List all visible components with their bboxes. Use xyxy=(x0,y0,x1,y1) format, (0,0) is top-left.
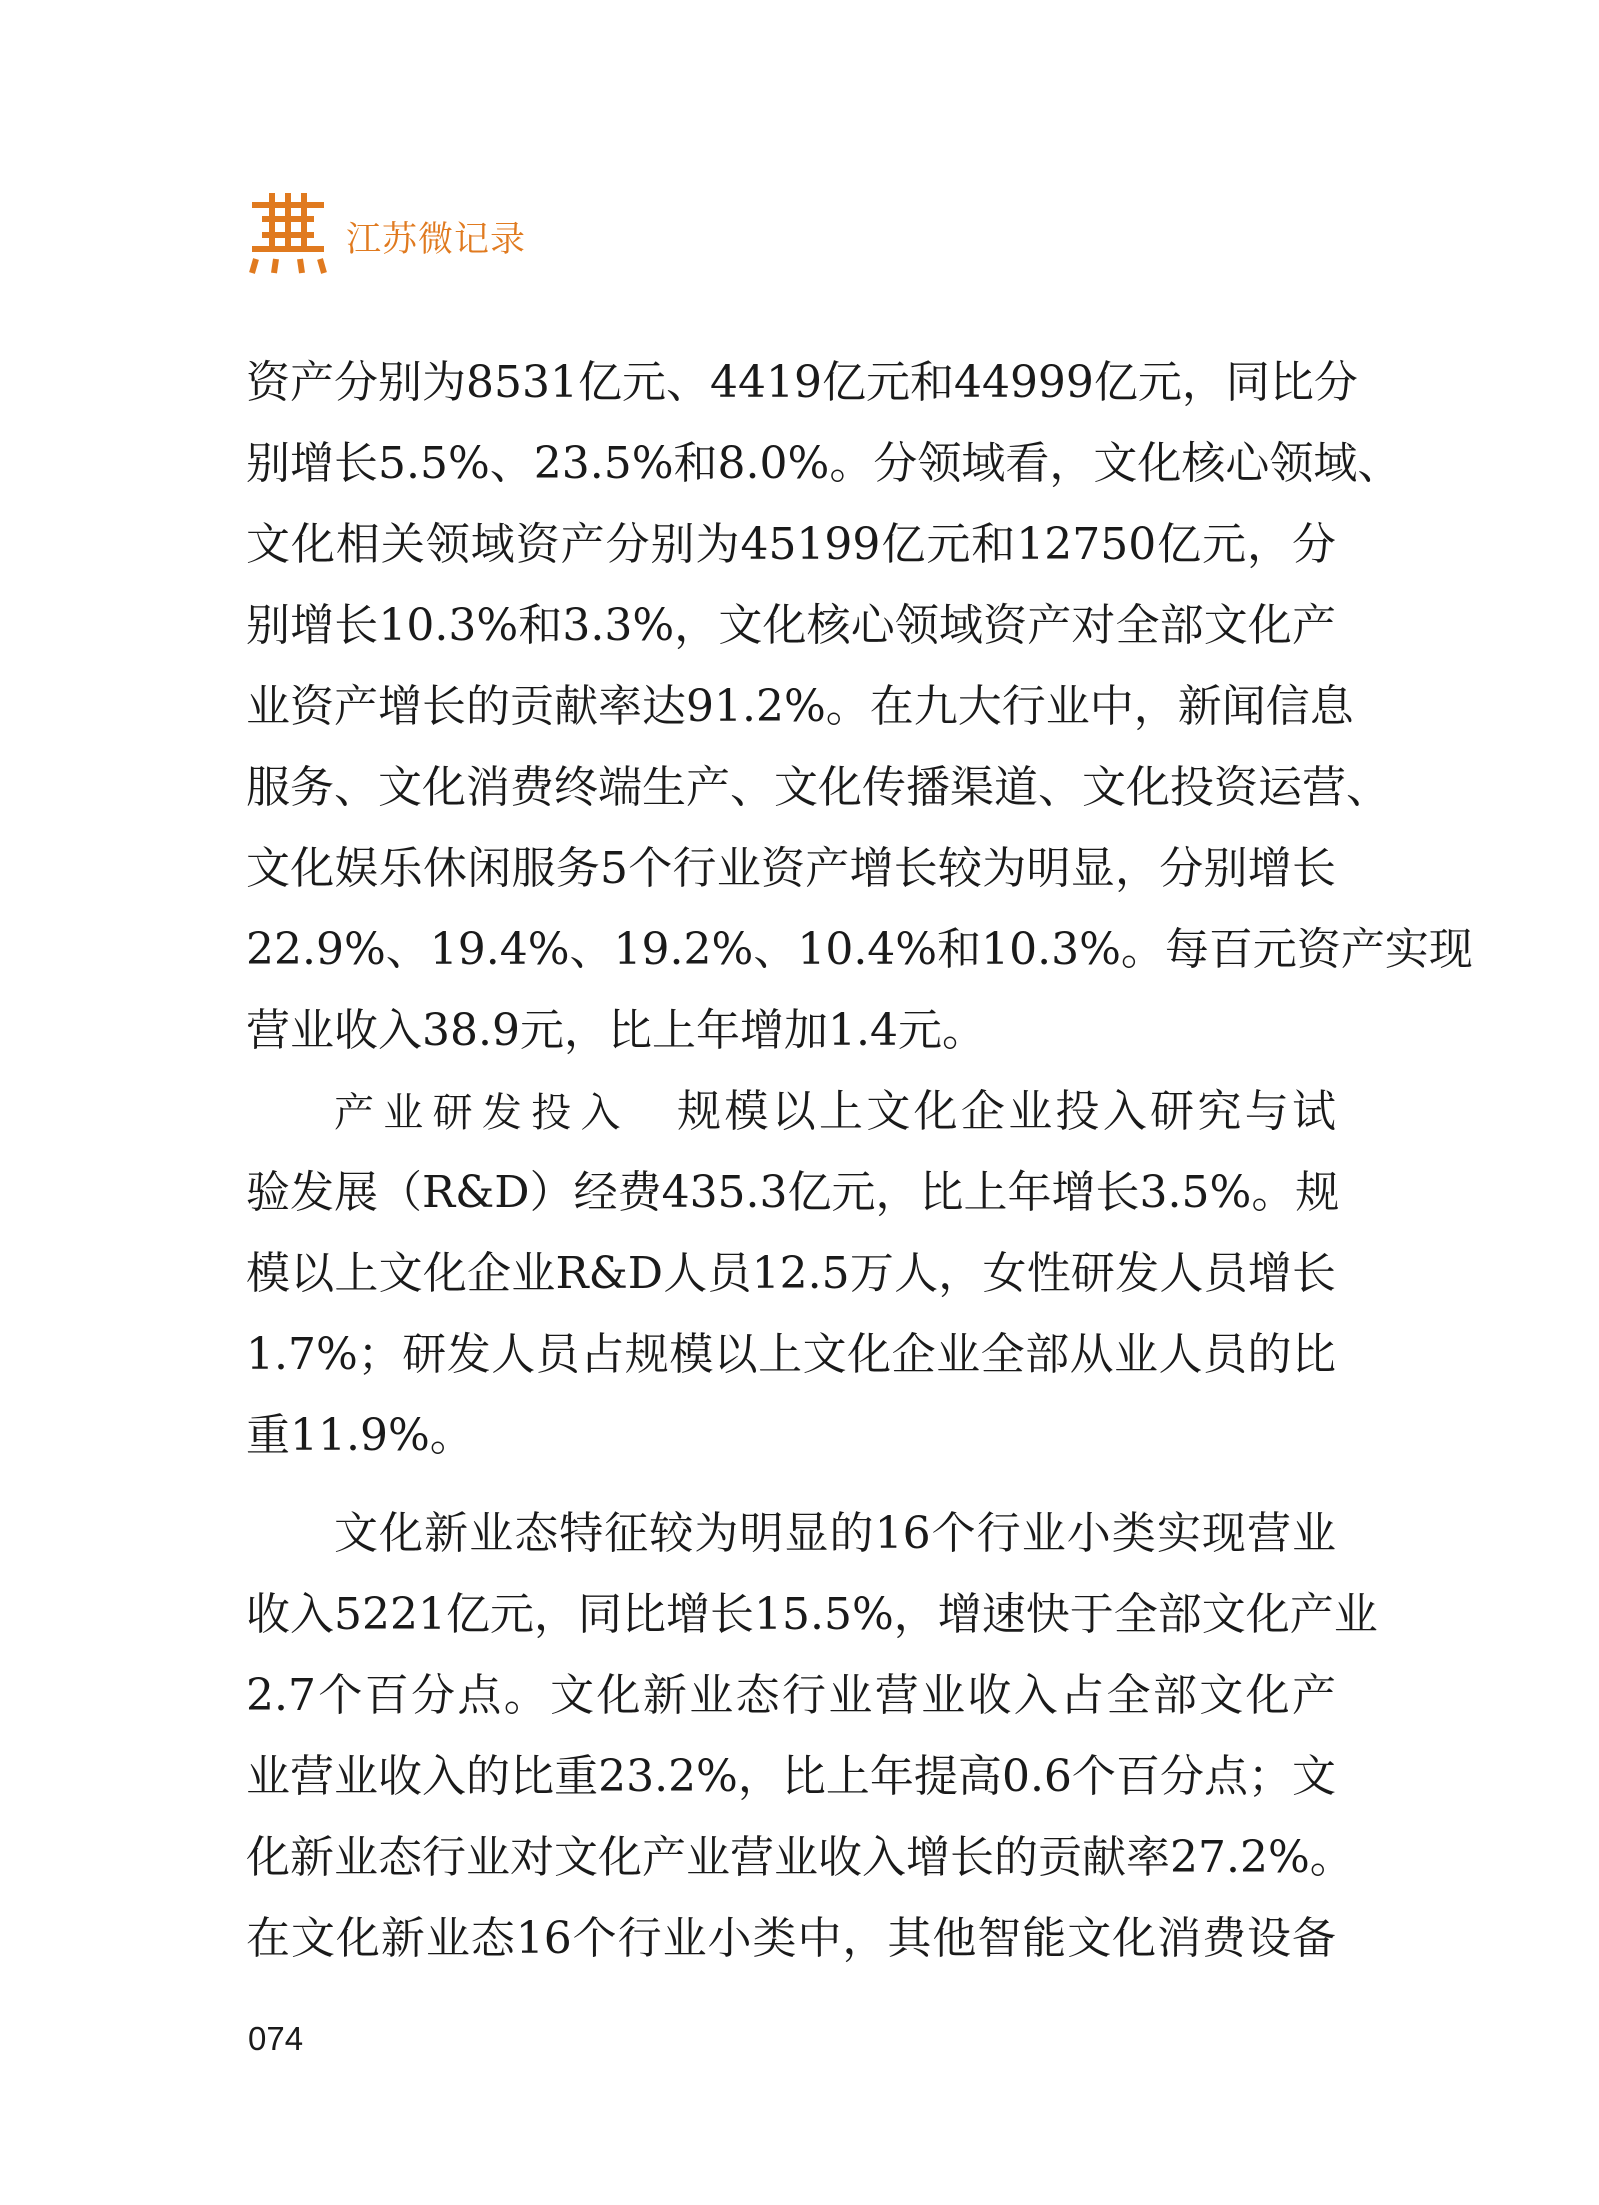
text-line: 文化相关领域资产分别为45199亿元和12750亿元，分 xyxy=(246,519,1336,570)
paragraph xyxy=(246,1071,1340,1476)
text-line: 收入5221亿元，同比增长15.5%，增速快于全部文化产业 xyxy=(246,1589,1378,1640)
text-fragment: 规模以上文化企业投入研究与试 xyxy=(677,1086,1337,1137)
section-lead-label: 产业研发投入 xyxy=(334,1090,630,1136)
page-number: 074 xyxy=(248,2020,304,2057)
paragraph xyxy=(246,1493,1378,1979)
text-line: 模以上文化企业R&D人员12.5万人，女性研发人员增长 xyxy=(246,1248,1336,1299)
text-line: 重11.9%。 xyxy=(246,1410,474,1461)
body-text xyxy=(246,342,1473,1979)
text-line: 业营业收入的比重23.2%，比上年提高0.6个百分点；文 xyxy=(246,1751,1336,1802)
page-header xyxy=(248,188,526,278)
text-line: 资产分别为8531亿元、4419亿元和44999亿元，同比分 xyxy=(246,357,1358,408)
text-line: 别增长10.3%和3.3%，文化核心领域资产对全部文化产 xyxy=(246,600,1336,651)
paragraph xyxy=(246,342,1473,1071)
text-line: 业资产增长的贡献率达91.2%。在九大行业中，新闻信息 xyxy=(246,681,1354,732)
series-title: 江苏微记录 xyxy=(346,220,527,260)
text-line: 营业收入38.9元，比上年增加1.4元。 xyxy=(246,1005,986,1056)
text-line: 化新业态行业对文化产业营业收入增长的贡献率27.2%。 xyxy=(246,1832,1354,1883)
text-line: 服务、文化消费终端生产、文化传播渠道、文化投资运营、 xyxy=(246,762,1390,813)
swallow-pattern-icon xyxy=(248,189,328,277)
text-line: 文化娱乐休闲服务5个行业资产增长较为明显，分别增长 xyxy=(246,843,1336,894)
text-line xyxy=(246,1071,1336,1152)
text-line: 22.9%、19.4%、19.2%、10.4%和10.3%。每百元资产实现 xyxy=(246,924,1473,975)
text-line: 别增长5.5%、23.5%和8.0%。分领域看，文化核心领域、 xyxy=(246,438,1402,489)
text-line: 文化新业态特征较为明显的16个行业小类实现营业 xyxy=(334,1508,1336,1559)
text-line: 2.7个百分点。文化新业态行业营业收入占全部文化产 xyxy=(246,1670,1336,1721)
text-line: 验发展（R&D）经费435.3亿元，比上年增长3.5%。规 xyxy=(246,1167,1340,1218)
text-line: 在文化新业态16个行业小类中，其他智能文化消费设备 xyxy=(246,1913,1336,1964)
text-line: 1.7%；研发人员占规模以上文化企业全部从业人员的比 xyxy=(246,1329,1336,1380)
